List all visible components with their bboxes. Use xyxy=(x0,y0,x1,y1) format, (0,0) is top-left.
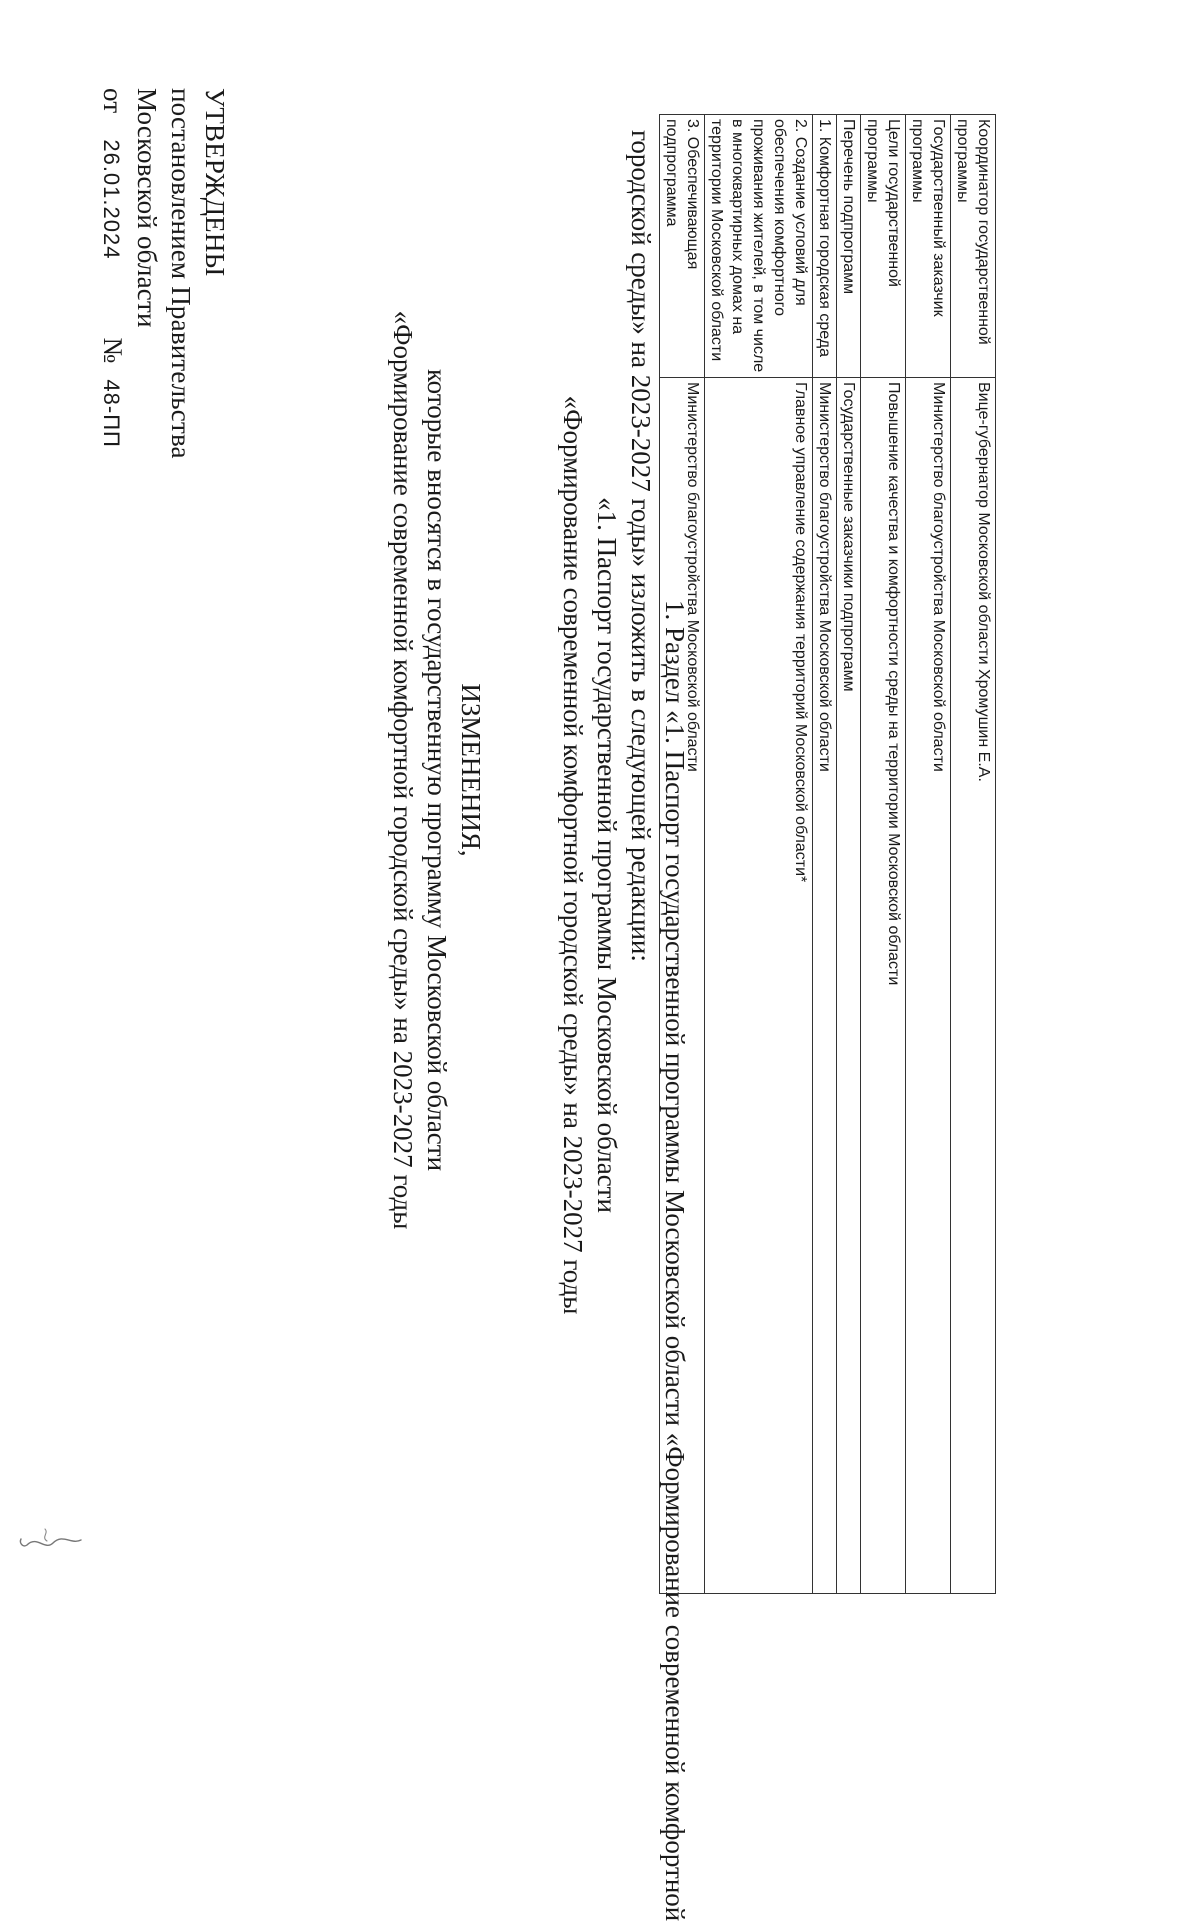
table-row xyxy=(660,115,705,1594)
row-value: Главное управление содержания территорий Московской области* xyxy=(705,378,813,1594)
row-label: 3. Обеспечивающая подпрограмма xyxy=(660,115,705,378)
heading-program-name: «Формирование современной комфортной городской среды» на 2023-2027 годы xyxy=(388,310,418,1230)
handwritten-mark xyxy=(15,1515,85,1565)
row-label: 2. Создание условий для обеспечения комфортного проживания жителей, в том числе в многоквартирных домах на территории Московской области xyxy=(705,115,813,378)
row-label: Координатор государственной программы xyxy=(951,115,996,378)
passport-subtitle: «Формирование современной комфортной городской среды» на 2023-2027 годы xyxy=(558,395,588,1315)
table-row xyxy=(813,115,837,1594)
row-value: Министерство благоустройства Московской области xyxy=(906,378,951,1594)
row-value: Вице-губернатор Московской области Хромушин Е.А. xyxy=(951,378,996,1594)
number-label: № xyxy=(98,337,128,364)
approval-line-decree: постановлением Правительства xyxy=(166,88,196,459)
table-row xyxy=(705,115,813,1594)
approval-number: 48-ПП xyxy=(99,379,124,448)
table-row xyxy=(837,115,861,1594)
from-label: от xyxy=(98,88,128,114)
row-value: Повышение качества и комфортности среды на территории Московской области xyxy=(861,378,906,1594)
paragraph-line-1: 1. Раздел «1. Паспорт государственной программы Московской области «Формирование современной комфортной xyxy=(660,600,690,1921)
row-value: Министерство благоустройства Московской области xyxy=(660,378,705,1594)
row-label: Цели государственной программы xyxy=(861,115,906,378)
row-value: Министерство благоустройства Московской области xyxy=(813,378,837,1594)
row-label: 1. Комфортная городская среда xyxy=(813,115,837,378)
approval-title: УТВЕРЖДЕНЫ xyxy=(200,88,230,277)
table-row xyxy=(861,115,906,1594)
approval-date: 26.01.2024 xyxy=(99,139,124,260)
table-row xyxy=(906,115,951,1594)
approval-date-line xyxy=(94,88,130,459)
approval-line-region: Московской области xyxy=(132,88,162,328)
document-heading xyxy=(386,140,488,1400)
passport-table xyxy=(659,114,996,1921)
passport-title: «1. Паспорт государственной программы Московской области xyxy=(592,497,622,1213)
row-value: Государственные заказчики подпрограмм xyxy=(837,378,861,1594)
paragraph-line-2: городской среды» на 2023-2027 годы» изложить в следующей редакции: xyxy=(626,130,656,962)
heading-title: ИЗМЕНЕНИЯ, xyxy=(456,683,486,857)
approval-block xyxy=(94,88,232,459)
row-label: Государственный заказчик программы xyxy=(906,115,951,378)
row-label: Перечень подпрограмм xyxy=(837,115,861,378)
heading-subtitle: которые вносятся в государственную программу Московской области xyxy=(422,368,452,1172)
table-row xyxy=(951,115,996,1594)
